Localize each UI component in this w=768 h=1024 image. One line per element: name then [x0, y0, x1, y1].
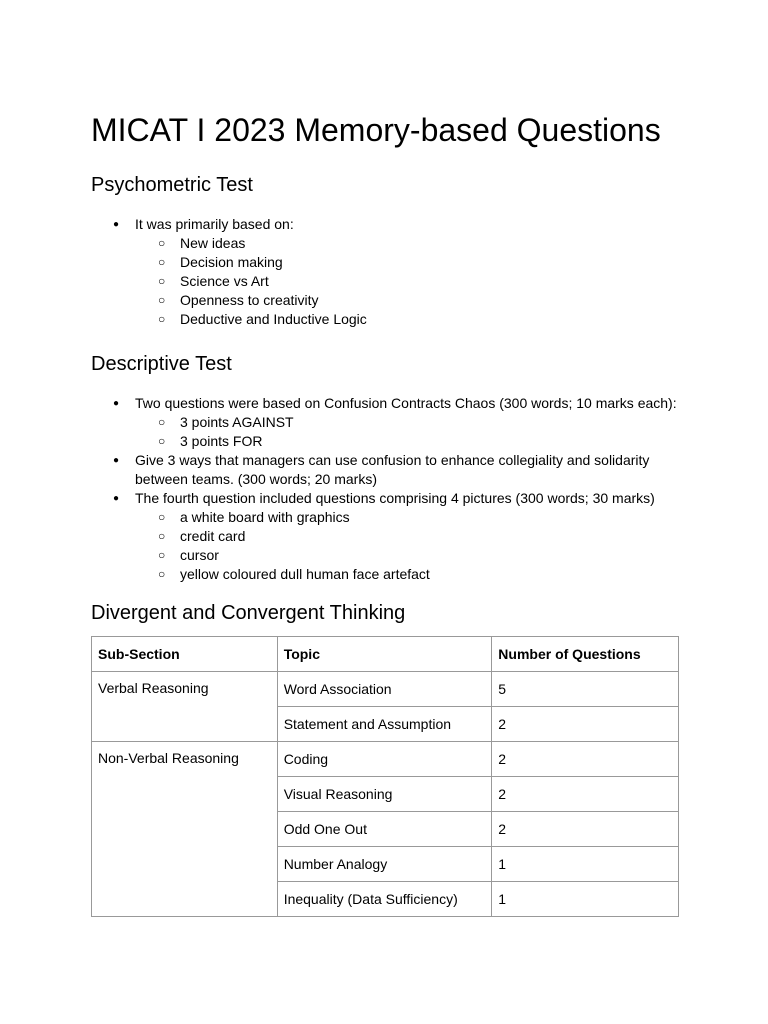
- list-item: [91, 272, 681, 291]
- question-distribution-table: [91, 636, 679, 917]
- count-cell: 5: [492, 672, 679, 707]
- list-item: [91, 234, 681, 253]
- subsection-cell: Verbal Reasoning: [92, 672, 278, 742]
- list-item-text: yellow coloured dull human face artefact: [180, 566, 430, 582]
- topic-cell: Visual Reasoning: [277, 777, 492, 812]
- bullet-icon: ●: [113, 455, 120, 466]
- list-item-text: credit card: [180, 528, 246, 544]
- list-item-text: Science vs Art: [180, 273, 269, 289]
- hollow-bullet-icon: ○: [158, 312, 166, 326]
- hollow-bullet-icon: ○: [158, 236, 166, 250]
- list-item: [91, 451, 681, 489]
- count-cell: 2: [492, 742, 679, 777]
- psychometric-list: [91, 215, 681, 329]
- column-header: Topic: [277, 637, 492, 672]
- list-item-text: Give 3 ways that managers can use confusion to enhance collegiality and solidarity: [135, 452, 650, 468]
- list-item: [91, 489, 681, 508]
- table-row: [92, 672, 679, 707]
- list-item: [91, 546, 681, 565]
- count-cell: 2: [492, 777, 679, 812]
- list-item-text: Decision making: [180, 254, 283, 270]
- list-item-text: Two questions were based on Confusion Contracts Chaos (300 words; 10 marks each):: [135, 395, 677, 411]
- topic-cell: Word Association: [277, 672, 492, 707]
- section-heading-divergent: Divergent and Convergent Thinking: [91, 602, 406, 624]
- descriptive-list: [91, 394, 681, 584]
- list-item-text: New ideas: [180, 235, 246, 251]
- list-item: [91, 508, 681, 527]
- topic-cell: Statement and Assumption: [277, 707, 492, 742]
- topic-cell: Inequality (Data Sufficiency): [277, 882, 492, 917]
- topic-cell: Coding: [277, 742, 492, 777]
- list-item: [91, 413, 681, 432]
- column-header: Sub-Section: [92, 637, 278, 672]
- list-item: [91, 291, 681, 310]
- hollow-bullet-icon: ○: [158, 567, 166, 581]
- count-cell: 2: [492, 812, 679, 847]
- table-header-row: [92, 637, 679, 672]
- subsection-cell: Non-Verbal Reasoning: [92, 742, 278, 917]
- hollow-bullet-icon: ○: [158, 415, 166, 429]
- page-title: MICAT I 2023 Memory-based Questions: [91, 112, 661, 148]
- list-item-text: Deductive and Inductive Logic: [180, 311, 367, 327]
- section-heading-psychometric: Psychometric Test: [91, 174, 253, 196]
- list-item: [91, 253, 681, 272]
- hollow-bullet-icon: ○: [158, 255, 166, 269]
- count-cell: 1: [492, 847, 679, 882]
- list-item: [91, 565, 681, 584]
- topic-cell: Number Analogy: [277, 847, 492, 882]
- list-item: [91, 215, 681, 234]
- list-item-text: between teams. (300 words; 20 marks): [135, 471, 377, 487]
- list-item-text: cursor: [180, 547, 219, 563]
- hollow-bullet-icon: ○: [158, 434, 166, 448]
- bullet-icon: ●: [113, 219, 120, 230]
- list-item-text: The fourth question included questions comprising 4 pictures (300 words; 30 marks): [135, 490, 655, 506]
- count-cell: 1: [492, 882, 679, 917]
- hollow-bullet-icon: ○: [158, 548, 166, 562]
- bullet-icon: ●: [113, 493, 120, 504]
- list-item: [91, 527, 681, 546]
- hollow-bullet-icon: ○: [158, 510, 166, 524]
- list-item-text: 3 points AGAINST: [180, 414, 294, 430]
- list-item: [91, 432, 681, 451]
- list-item: [91, 394, 681, 413]
- column-header: Number of Questions: [492, 637, 679, 672]
- bullet-icon: ●: [113, 398, 120, 409]
- list-item-text: 3 points FOR: [180, 433, 263, 449]
- list-item: [91, 310, 681, 329]
- hollow-bullet-icon: ○: [158, 529, 166, 543]
- list-item-text: Openness to creativity: [180, 292, 319, 308]
- list-item-text: It was primarily based on:: [135, 216, 294, 232]
- hollow-bullet-icon: ○: [158, 293, 166, 307]
- count-cell: 2: [492, 707, 679, 742]
- table-row: [92, 742, 679, 777]
- section-heading-descriptive: Descriptive Test: [91, 353, 232, 375]
- list-item-text: a white board with graphics: [180, 509, 350, 525]
- topic-cell: Odd One Out: [277, 812, 492, 847]
- hollow-bullet-icon: ○: [158, 274, 166, 288]
